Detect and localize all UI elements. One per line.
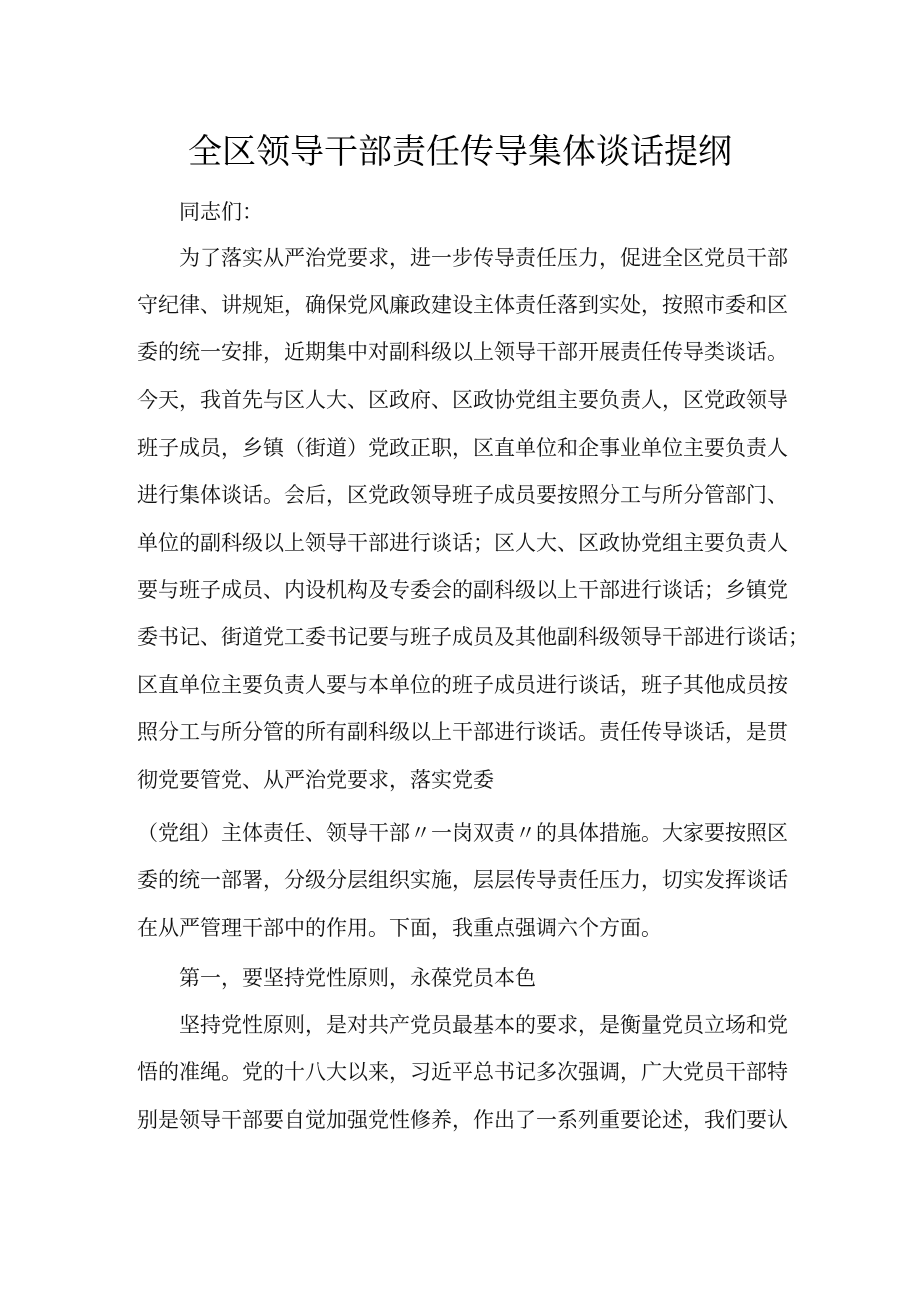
document-title: 全区领导干部责任传导集体谈话提纲 <box>188 132 732 172</box>
paragraph-line: 今天，我首先与区人大、区政府、区政协党组主要负责人，区党政领导 <box>137 388 788 412</box>
paragraph-line: 悟的准绳。党的十八大以来，习近平总书记多次强调，广大党员干部特 <box>137 1060 788 1084</box>
paragraph-line: 守纪律、讲规矩，确保党风廉政建设主体责任落到实处，按照市委和区 <box>137 293 788 317</box>
paragraph-line: 区直单位主要负责人要与本单位的班子成员进行谈话，班子其他成员按 <box>137 673 788 697</box>
paragraph-line: 同志们： <box>179 200 263 224</box>
paragraph-line: 坚持党性原则，是对共产党员最基本的要求，是衡量党员立场和党 <box>179 1013 788 1037</box>
paragraph-line: 照分工与所分管的所有副科级以上干部进行谈话。责任传导谈话，是贯 <box>137 720 788 744</box>
paragraph-line: 单位的副科级以上领导干部进行谈话；区人大、区政协党组主要负责人 <box>137 531 788 555</box>
paragraph-line: 委的统一部署，分级分层组织实施，层层传导责任压力，切实发挥谈话 <box>137 868 788 892</box>
paragraph-line: （党组）主体责任、领导干部〃一岗双责〃的具体措施。大家要按照区 <box>137 821 788 845</box>
paragraph-line: 彻党要管党、从严治党要求，落实党委 <box>137 768 494 792</box>
paragraph-line: 别是领导干部要自觉加强党性修养，作出了一系列重要论述，我们要认 <box>137 1108 788 1132</box>
paragraph-line: 委的统一安排，近期集中对副科级以上领导干部开展责任传导类谈话。 <box>137 340 788 364</box>
paragraph-line: 委书记、街道党工委书记要与班子成员及其他副科级领导干部进行谈话； <box>137 625 809 649</box>
paragraph-line: 要与班子成员、内设机构及专委会的副科级以上干部进行谈话；乡镇党 <box>137 578 788 602</box>
paragraph-line: 为了落实从严治党要求，进一步传导责任压力，促进全区党员干部 <box>179 246 788 270</box>
paragraph-line: 进行集体谈话。会后，区党政领导班子成员要按照分工与所分管部门、 <box>137 483 788 507</box>
section-heading: 第一，要坚持党性原则，永葆党员本色 <box>179 966 536 990</box>
paragraph-line: 班子成员，乡镇（街道）党政正职，区直单位和企事业单位主要负责人 <box>137 436 788 460</box>
paragraph-line: 在从严管理干部中的作用。下面，我重点强调六个方面。 <box>137 916 662 940</box>
